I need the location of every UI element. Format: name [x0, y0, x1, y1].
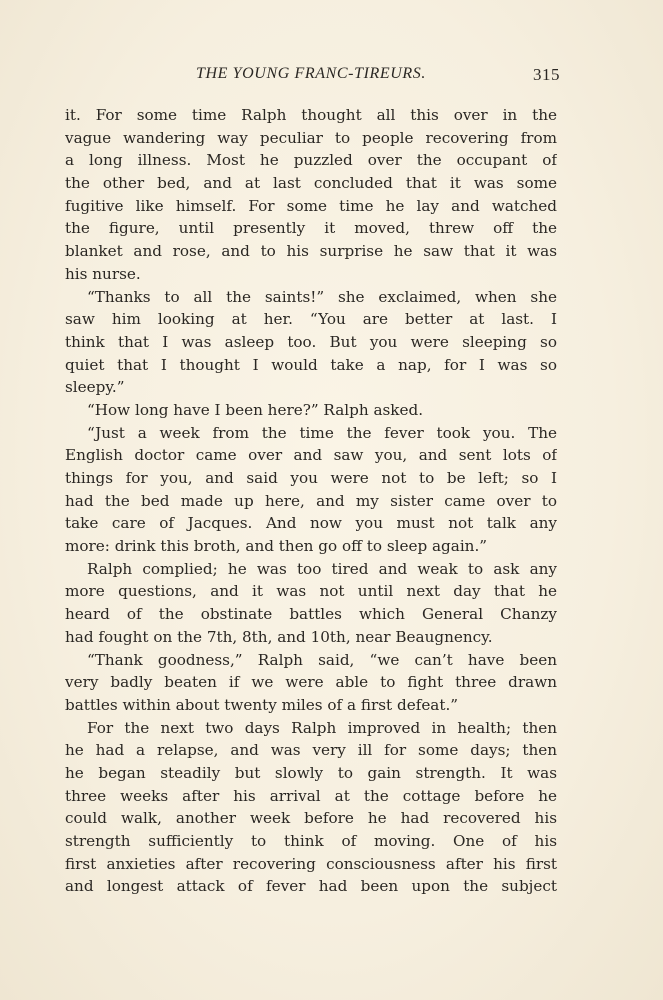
page-number: 315: [533, 65, 560, 84]
text-line: he had a relapse, and was very ill for some days; then: [65, 741, 557, 760]
text-line: could walk, another week before he had recovered his: [65, 809, 557, 828]
text-line: vague wandering way peculiar to people recovering from: [65, 128, 557, 147]
running-title: THE YOUNG FRANC-TIREURS.: [196, 65, 426, 82]
text-line: strength sufficiently to think of moving. One of his: [65, 832, 557, 850]
text-line: “Just a week from the time the fever took you. The: [87, 423, 557, 442]
text-line: think that I was asleep too. But you were sleeping so: [65, 332, 557, 351]
text-line: three weeks after his arrival at the cottage before he: [65, 786, 557, 805]
text-line: take care of Jacques. And now you must not talk any: [65, 514, 557, 533]
text-line: a long illness. Most he puzzled over the occupant of: [65, 151, 557, 170]
text-line: more questions, and it was not until next day that he: [65, 582, 557, 601]
text-line: and longest attack of fever had been upon the subject: [65, 877, 557, 896]
body-text: [65, 104, 557, 898]
text-line: saw him looking at her. “You are better at last. I: [65, 310, 557, 329]
text-line: his nurse.: [65, 264, 141, 283]
text-line: heard of the obstinate battles which General Chanzy: [65, 605, 557, 624]
text-line: “Thank goodness,” Ralph said, “we can’t have been: [87, 650, 557, 669]
text-line: had the bed made up here, and my sister came over to: [65, 491, 557, 510]
text-line: “Thanks to all the saints!” she exclaimed, when she: [87, 287, 557, 306]
text-line: Ralph complied; he was too tired and weak to ask any: [87, 559, 557, 578]
text-line: the figure, until presently it moved, threw off the: [65, 219, 557, 238]
text-line: “How long have I been here?” Ralph asked.: [87, 400, 424, 419]
text-line: the other bed, and at last concluded that it was some: [65, 174, 557, 193]
text-line: very badly beaten if we were able to fight three drawn: [65, 673, 557, 692]
text-line: English doctor came over and saw you, and sent lots of: [65, 446, 557, 465]
text-line: had fought on the 7th, 8th, and 10th, near Beaugnency.: [65, 627, 493, 646]
text-line: blanket and rose, and to his surprise he saw that it was: [65, 242, 557, 261]
text-line: sleepy.”: [65, 378, 125, 397]
text-line: fugitive like himself. For some time he lay and watched: [65, 196, 557, 215]
text-line: more: drink this broth, and then go off to sleep again.”: [65, 537, 488, 556]
text-line: he began steadily but slowly to gain strength. It was: [65, 763, 557, 782]
running-head: [62, 62, 560, 88]
text-line: first anxieties after recovering consciousness after his first: [65, 854, 557, 873]
text-line: quiet that I thought I would take a nap, for I was so: [65, 355, 557, 374]
text-line: it. For some time Ralph thought all this over in the: [65, 106, 557, 124]
text-line: battles within about twenty miles of a first defeat.”: [65, 695, 459, 714]
text-line: For the next two days Ralph improved in health; then: [87, 718, 557, 737]
text-line: things for you, and said you were not to be left; so I: [65, 469, 557, 487]
